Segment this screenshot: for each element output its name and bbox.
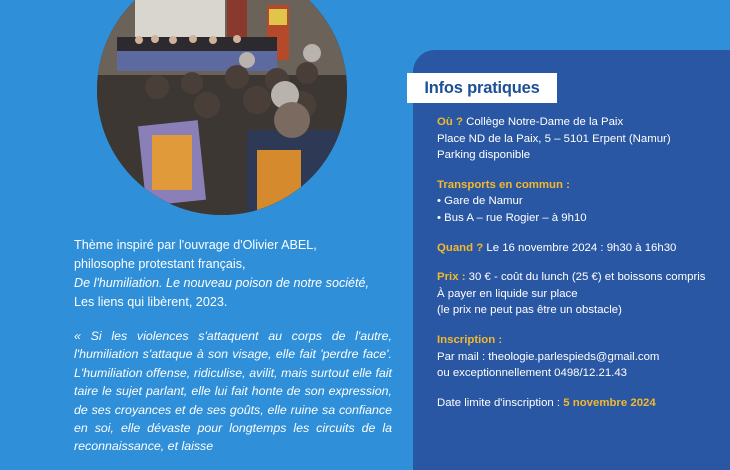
address: Place ND de la Paix, 5 – 5101 Erpent (Namur): [437, 132, 671, 145]
info-list: [437, 114, 727, 411]
transport-item-train: • Gare de Namur: [437, 195, 523, 208]
theme-line-1: Thème inspiré par l'ouvrage d'Olivier ABEL,: [74, 238, 317, 252]
inscription-label: Inscription :: [437, 333, 503, 346]
price-payment: À payer en liquide sur place: [437, 287, 578, 300]
parking: Parking disponible: [437, 149, 531, 162]
price-label: Prix :: [437, 271, 466, 284]
inscription-phone: ou exceptionnellement 0498/12.21.43: [437, 367, 627, 380]
where-label: Où ?: [437, 116, 463, 128]
event-description: [74, 236, 392, 456]
book-title: De l'humiliation. Le nouveau poison de notre société,: [74, 276, 370, 290]
theme-line-2: philosophe protestant français,: [74, 257, 246, 271]
when-label: Quand ?: [437, 241, 484, 254]
price-value: 30 € - coût du lunch (25 €) et boissons compris: [468, 271, 706, 284]
event-photo: [97, 0, 347, 215]
price-note: (le prix ne peut pas être un obstacle): [437, 304, 622, 317]
quote-text: « Si les violences s'attaquent au corps de l'autre, l'humiliation s'attaque à son visage, elle fait 'perdre face'. L'humiliation offense, ridiculise, avilit, mais surtout elle fait taire le sujet parlant, elle lui fait honte de son expression, de ses croyances et de ses goûts, elle ruine sa confiance en soi, elle dévaste pour longtemps les circuits de la reconnaissance, et laisse: [74, 329, 392, 454]
deadline-value: 5 novembre 2024: [563, 396, 656, 409]
infos-title: Infos pratiques: [407, 73, 557, 103]
transport-item-bus: • Bus A – rue Rogier – à 9h10: [437, 211, 587, 224]
publisher: Les liens qui libèrent, 2023.: [74, 295, 228, 309]
transport-label: Transports en commun :: [437, 178, 570, 191]
deadline-label: Date limite d'inscription :: [437, 396, 564, 409]
conference-photo-illustration: [97, 0, 347, 215]
where-value: Collège Notre-Dame de la Paix: [466, 116, 624, 128]
when-value: Le 16 novembre 2024 : 9h30 à 16h30: [486, 241, 677, 254]
inscription-mail[interactable]: Par mail : theologie.parlespieds@gmail.com: [437, 350, 660, 363]
